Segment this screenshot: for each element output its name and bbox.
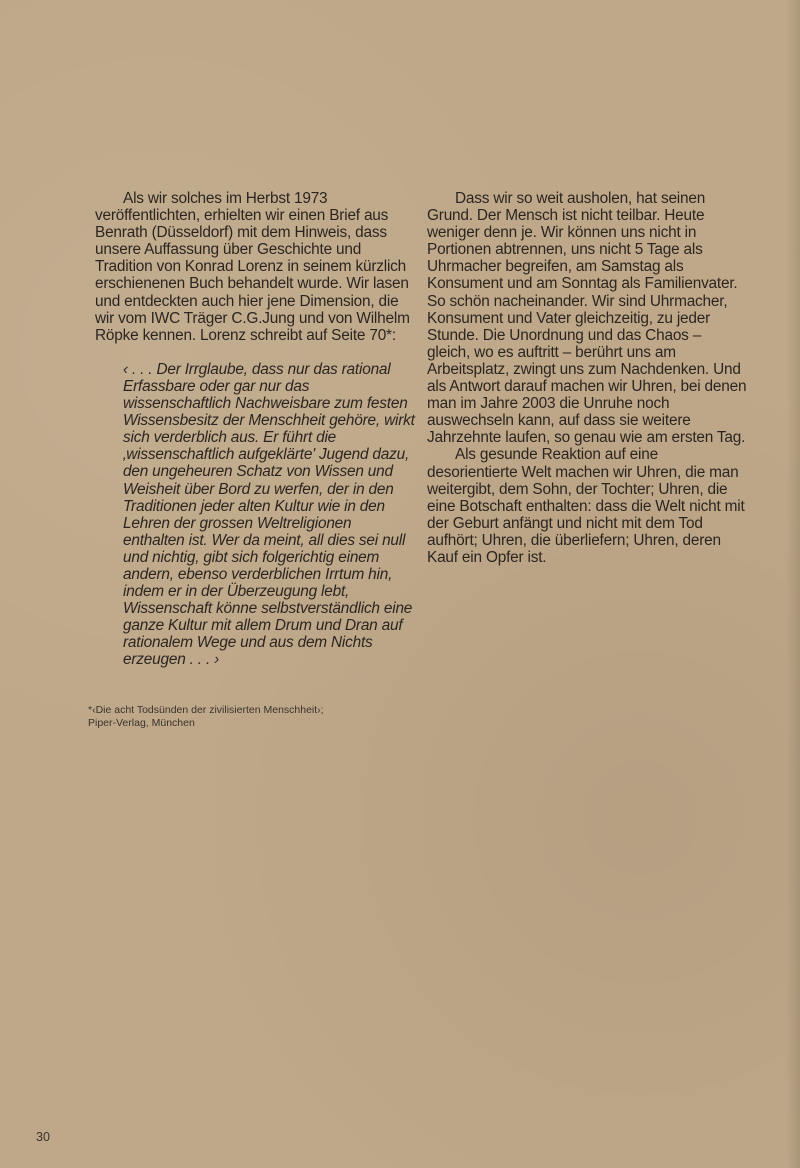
right-paragraph-2: Als gesunde Reaktion auf eine desorientierte Welt machen wir Uhren, die man weitergibt, dem Sohn, der Tochter; Uhren, die eine Botschaft enthalten: dass die Welt nicht mit der Geburt anfängt und nicht mit dem Tod aufhört; Uhren, die überliefern; Uhren, deren Kauf ein Opfer ist. xyxy=(427,446,745,566)
page-number: 30 xyxy=(36,1130,50,1144)
left-column xyxy=(95,190,415,669)
footnote xyxy=(88,704,388,730)
right-column xyxy=(427,190,747,566)
page-edge-shadow xyxy=(786,0,800,1168)
right-paragraph-1: Dass wir so weit ausholen, hat seinen Grund. Der Mensch ist nicht teilbar. Heute weniger denn je. Wir können uns nicht in Portionen abtrennen, uns nicht 5 Tage als Uhrmacher begreifen, am Samstag als Konsument und am Sonntag als Familienvater. So schön nacheinander. Wir sind Uhrmacher, Konsument und Vater gleichzeitig, zu jeder Stunde. Die Unordnung und das Chaos – gleich, wo es auftritt – berührt uns am Arbeitsplatz, zwingt uns zum Nachdenken. Und als Antwort darauf machen wir Uhren, bei denen man im Jahre 2003 die Unruhe noch auswechseln kann, auf dass sie weitere Jahrzehnte laufen, so genau wie am ersten Tag. xyxy=(427,190,747,447)
footnote-line-1: *‹Die acht Todsünden der zivilisierten Menschheit›; xyxy=(88,704,324,716)
footnote-line-2: Piper-Verlag, München xyxy=(88,717,195,729)
left-paragraph-1: Als wir solches im Herbst 1973 veröffentlichten, erhielten wir einen Brief aus Benrath (Düsseldorf) mit dem Hinweis, dass unsere Auffassung über Geschichte und Tradition von Konrad Lorenz in seinem kürzlich erschienenen Buch behandelt wurde. Wir lasen und entdeckten auch hier jene Dimension, die wir vom IWC Träger C.G.Jung und von Wilhelm Röpke kennen. Lorenz schreibt auf Seite 70*: xyxy=(95,190,410,344)
lorenz-quote: ‹ . . . Der Irrglaube, dass nur das rational Erfassbare oder gar nur das wissenschaftlich Nachweisbare zum festen Wissensbesitz der Menschheit gehöre, wirkt sich verderblich aus. Er führt die ‚wissenschaftlich aufgeklärte' Jugend dazu, den ungeheuren Schatz von Wissen und Weisheit über Bord zu werfen, der in den Traditionen jeder alten Kultur wie in den Lehren der grossen Weltreligionen enthalten ist. Wer da meint, all dies sei null und nichtig, gibt sich folgerichtig einem andern, ebenso verderblichen Irrtum hin, indem er in der Überzeugung lebt, Wissenschaft könne selbstverständlich eine ganze Kultur mit allem Drum und Dran auf rationalem Wege und aus dem Nichts erzeugen . . . › xyxy=(123,360,415,669)
